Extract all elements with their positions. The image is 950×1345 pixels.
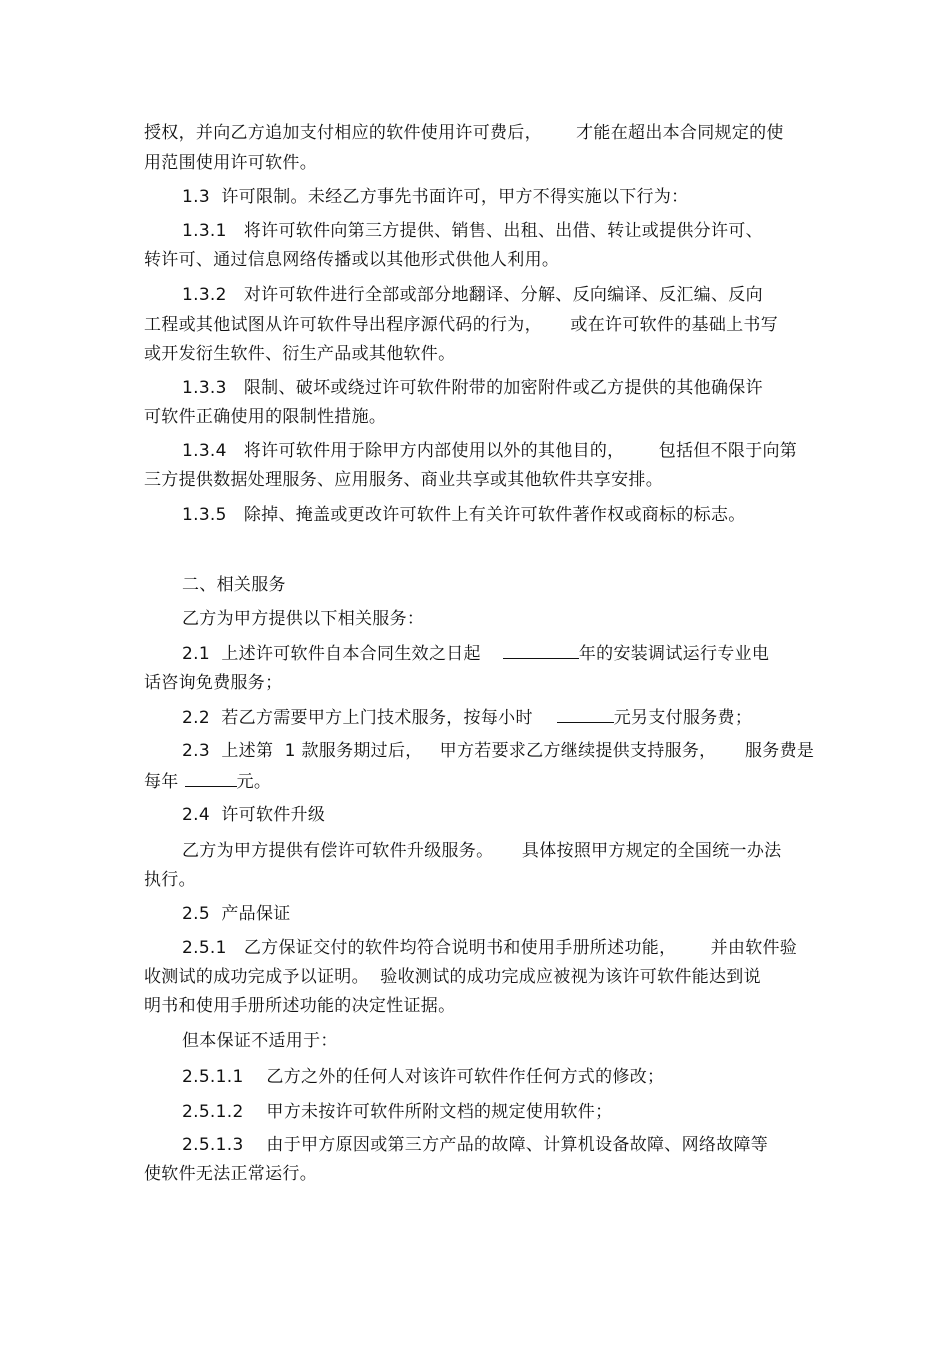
- clause-2-1-line: 2.1 上述许可软件自本合同生效之日起 年的安装调试运行专业电: [182, 644, 770, 664]
- text-line: 1.3.3 限制、破坏或绕过许可软件附带的加密附件或乙方提供的其他确保许: [182, 378, 763, 398]
- text-line: 2.5.1.1 乙方之外的任何人对该许可软件作任何方式的修改；: [182, 1067, 665, 1087]
- text-line: 2.3 上述第 1 款服务期过后， 甲方若要求乙方继续提供支持服务， 服务费是: [182, 741, 815, 761]
- blank-field[interactable]: [185, 770, 237, 787]
- text-line: 1.3.5 除掉、掩盖或更改许可软件上有关许可软件著作权或商标的标志。: [182, 505, 746, 525]
- clause-2-3-line: 每年 元。: [144, 772, 272, 792]
- clause-heading-2-4: 2.4 许可软件升级: [182, 805, 326, 825]
- text-line: 1.3.2 对许可软件进行全部或部分地翻译、分解、反向编译、反汇编、反向: [182, 285, 763, 305]
- text-line: 话咨询免费服务；: [144, 673, 283, 693]
- text-line: 1.3.4 将许可软件用于除甲方内部使用以外的其他目的， 包括但不限于向第: [182, 441, 798, 461]
- text-line: 乙方为甲方提供以下相关服务：: [182, 609, 425, 629]
- blank-field[interactable]: [557, 706, 614, 723]
- text-line: 收测试的成功完成予以证明。 验收测试的成功完成应被视为该许可软件能达到说: [144, 967, 761, 987]
- text-line: 转许可、通过信息网络传播或以其他形式供他人利用。: [144, 250, 560, 270]
- text-line: 执行。: [144, 870, 196, 890]
- text-line: 工程或其他试图从许可软件导出程序源代码的行为， 或在许可软件的基础上书写: [144, 315, 779, 335]
- text-line: 但本保证不适用于：: [182, 1031, 338, 1051]
- clause-heading-1-3: 1.3 许可限制。未经乙方事先书面许可，甲方不得实施以下行为：: [182, 187, 689, 207]
- section-heading: 二、相关服务: [182, 575, 286, 595]
- text-line: 三方提供数据处理服务、应用服务、商业共享或其他软件共享安排。: [144, 470, 663, 490]
- clause-heading-2-5: 2.5 产品保证: [182, 904, 291, 924]
- text-line: 2.5.1.2 甲方未按许可软件所附文档的规定使用软件；: [182, 1102, 613, 1122]
- clause-2-2-line: 2.2 若乙方需要甲方上门技术服务，按每小时 元另支付服务费；: [182, 708, 753, 728]
- text-line: 1.3.1 将许可软件向第三方提供、销售、出租、出借、转让或提供分许可、: [182, 221, 763, 241]
- text-line: 乙方为甲方提供有偿许可软件升级服务。 具体按照甲方规定的全国统一办法: [182, 841, 782, 861]
- text-line: 或开发衍生软件、衍生产品或其他软件。: [144, 344, 456, 364]
- text-line: 使软件无法正常运行。: [144, 1164, 317, 1184]
- text-line: 明书和使用手册所述功能的决定性证据。: [144, 996, 456, 1016]
- blank-field[interactable]: [503, 642, 579, 659]
- text-line: 可软件正确使用的限制性措施。: [144, 407, 387, 427]
- text-line: 授权，并向乙方追加支付相应的软件使用许可费后， 才能在超出本合同规定的使: [144, 123, 784, 143]
- text-line: 2.5.1.3 由于甲方原因或第三方产品的故障、计算机设备故障、网络故障等: [182, 1135, 769, 1155]
- text-line: 2.5.1 乙方保证交付的软件均符合说明书和使用手册所述功能， 并由软件验: [182, 938, 798, 958]
- text-line: 用范围使用许可软件。: [144, 153, 317, 173]
